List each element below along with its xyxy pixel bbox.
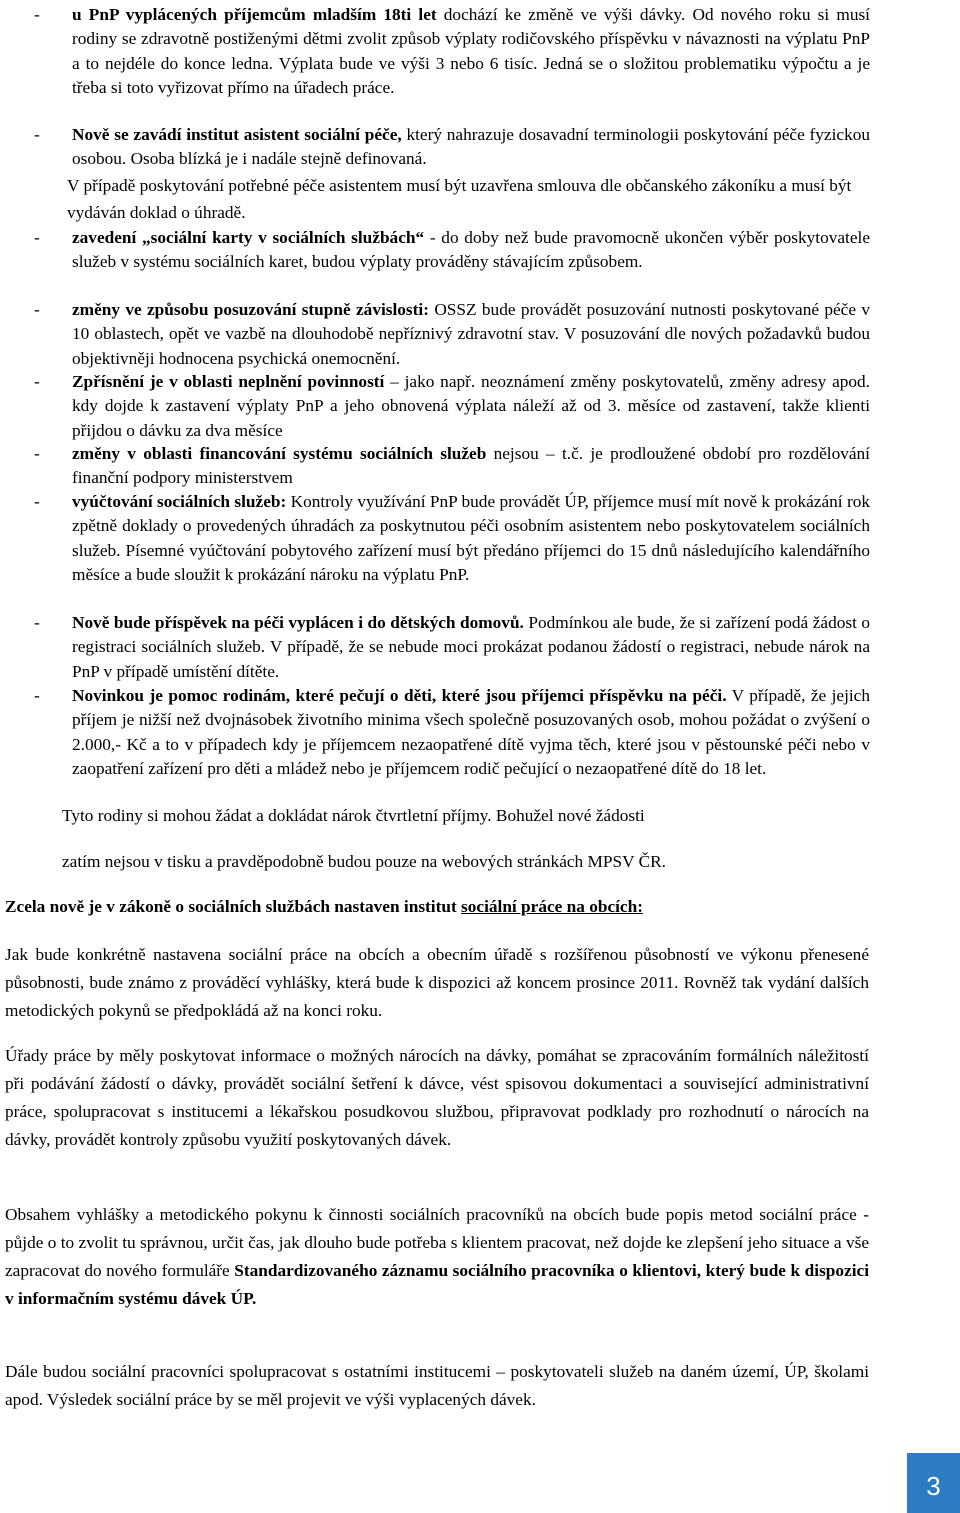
item-bold: změny ve způsobu posuzování stupně závislosti: xyxy=(72,300,429,319)
item-bold: Zpřísnění je v oblasti neplnění povinností xyxy=(72,372,385,391)
item-text: Kontroly využívání PnP bude provádět ÚP, příjemce musí mít nově k prokázání rok zpětně doklady o provedených úhradách za poskytnutou péči osobním asistentem nebo poskytovatelem sociálních služeb. Písemné vyúčtování pobytového zařízení musí být předáno příjemci do 15 dnů následujícího kalendářního měsíce a bude sloužit k prokázání nároku na výplatu PnP. xyxy=(72,492,870,585)
item-bold: vyúčtování sociálních služeb: xyxy=(72,492,287,511)
item-text: Podmínkou ale bude, že si zařízení podá žádost o registraci sociálních služeb. V případě, že se nebude moci prokázat podanou žádostí o registraci, nebude nárok na PnP v případě umístění dítěte. xyxy=(72,613,871,681)
item-bold: Nově se zavádí institut asistent sociální péče, xyxy=(72,125,402,144)
note-line: Tyto rodiny si mohou žádat a dokládat nárok čtvrtletní příjmy. Bohužel nové žádosti xyxy=(62,806,645,825)
item-bold: Nově bude příspěvek na péči vyplácen i do dětských domovů. xyxy=(72,613,524,632)
note-line: zatím nejsou v tisku a pravděpodobně budou pouze na webových stránkách MPSV ČR. xyxy=(62,852,666,871)
paragraph: Úřady práce by měly poskytovat informace o možných nárocích na dávky, pomáhat se zpracováním formálních náležitostí při podávání žádostí o dávky, provádět sociální šetření k dávce, vést spisovou dokumentaci a související administrativní práce, spolupracovat s institucemi a lékařskou posudkovou službou, připravovat podklady pro rozhodnutí o nárocích na dávky, provádět kontroly způsobu využití poskytovaných dávek. xyxy=(5,1046,869,1149)
page-number: 3 xyxy=(926,1471,941,1501)
list-item: - Nově se zavádí institut asistent sociální péče, který nahrazuje dosavadní terminologii poskytování péče fyzickou osobou. Osoba blízká je i nadále stejně definovaná. V případě poskytování potřebné péče asistentem musí být uzavřena smlouva dle občanského zákoníku a musí být vydáván doklad o úhradě. xyxy=(36,123,870,226)
item-text: dochází ke změně ve výši dávky. Od nového roku si musí rodiny se zdravotně postiženými dětmi zvolit způsob výplaty rodičovského příspěvku v návaznosti na výplatu PnP a to nejdéle do konce ledna. Výplata bude ve výši 3 nebo 6 tisíc. Jedná se o složitou problematiku výpočtu a je třeba si toto vyřizovat přímo na úřadech práce. xyxy=(72,5,870,98)
item-text: OSSZ bude provádět posuzování nutnosti poskytované péče v 10 oblastech, opět ve vazbě na dlouhodobě nepříznivý zdravotní stav. V posuzování dle nových požadavků budou objektivněji hodnocena psychická onemocnění. xyxy=(72,300,870,368)
item-text: - do doby než bude pravomocně ukončen výběr poskytovatele služeb v systému sociálních karet, budou výplaty prováděny stávajícím způsobem. xyxy=(72,228,870,272)
item-text: který nahrazuje dosavadní terminologii poskytování péče fyzickou osobou. Osoba blízká je i nadále stejně definovaná. xyxy=(72,125,870,169)
item-extra: V případě poskytování potřebné péče asistentem musí být uzavřena smlouva dle občanského zákoníku a musí být vydáván doklad o úhradě. xyxy=(67,175,852,222)
item-bold: změny v oblasti financování systému sociálních služeb xyxy=(72,444,487,463)
section-heading: Zcela nově je v zákoně o sociálních službách nastaven institut sociální práce na obcích: xyxy=(5,897,643,916)
list-item: - vyúčtování sociálních služeb: Kontroly využívání PnP bude provádět ÚP, příjemce musí mít nově k prokázání rok zpětně doklady o provedených úhradách za poskytnutou péči osobním asistentem nebo poskytovatelem sociálních služeb. Písemné vyúčtování pobytového zařízení musí být předáno příjemci do 15 dnů následujícího kalendářního měsíce a bude sloužit k prokázání nároku na výplatu PnP. xyxy=(34,492,870,585)
paragraph: Jak bude konkrétně nastavena sociální práce na obcích a obecním úřadě s rozšířenou působností ve výkonu přenesené působnosti, bude známo z prováděcí vyhlášky, která bude k dispozici až koncem prosince 2011. Rovněž tak vydání dalších metodických pokynů se předpokládá až na konci roku. xyxy=(5,945,869,1020)
item-text: nejsou – t.č. je prodloužené období pro rozdělování finanční podpory ministerstvem xyxy=(72,444,870,488)
paragraph: Obsahem vyhlášky a metodického pokynu k činnosti sociálních pracovníků na obcích bude popis metod sociální práce - půjde o to zvolit tu správnou, určit čas, jak dlouho bude potřeba s klientem pracovat, než dojde ke zlepšení jeho situace a vše zapracovat do nového formuláře Standardizovaného záznamu sociálního pracovníka o klientovi, který bude k dispozici v informačním systému dávek ÚP. xyxy=(5,1205,869,1308)
list-item: - Nově bude příspěvek na péči vyplácen i do dětských domovů. Podmínkou ale bude, že si zařízení podá žádost o registraci sociálních služeb. V případě, že se nebude moci prokázat podanou žádostí o registraci, nebude nárok na PnP v případě umístění dítěte. xyxy=(34,613,871,681)
list-item: - u PnP vyplácených příjemcům mladším 18ti let dochází ke změně ve výši dávky. Od nového roku si musí rodiny se zdravotně postiženými dětmi zvolit způsob výplaty rodičovského příspěvku v návaznosti na výplatu PnP a to nejdéle do konce ledna. Výplata bude ve výši 3 nebo 6 tisíc. Jedná se o složitou problematiku výpočtu a je třeba si toto vyřizovat přímo na úřadech práce. xyxy=(34,5,870,98)
page-number-box xyxy=(907,1453,960,1513)
paragraph: Dále budou sociální pracovníci spolupracovat s ostatními institucemi – poskytovateli služeb na daném území, ÚP, školami apod. Výsledek sociální práce by se měl projevit ve výši vyplacených dávek. xyxy=(5,1362,869,1409)
item-text: – jako např. neoznámení změny poskytovatelů, změny adresy apod. kdy dojde k zastavení výplaty PnP a jeho obnovená výplata náleží až od 3. měsíce od zastavení, takže klienti přijdou o dávku za dva měsíce xyxy=(72,372,870,440)
list-item: - zavedení „sociální karty v sociálních službách“ - do doby než bude pravomocně ukončen výběr poskytovatele služeb v systému sociálních karet, budou výplaty prováděny stávajícím způsobem. xyxy=(34,228,870,272)
item-bold: u PnP vyplácených příjemcům mladším 18ti let xyxy=(72,5,437,24)
item-bold: Novinkou je pomoc rodinám, které pečují o děti, které jsou příjemci příspěvku na péči. xyxy=(72,686,727,705)
item-bold: zavedení „sociální karty v sociálních službách“ xyxy=(72,228,425,247)
list-item: - Zpřísnění je v oblasti neplnění povinností – jako např. neoznámení změny poskytovatelů, změny adresy apod. kdy dojde k zastavení výplaty PnP a jeho obnovená výplata náleží až od 3. měsíce od zastavení, takže klienti přijdou o dávku za dva měsíce xyxy=(34,372,870,440)
item-text: V případě, že jejich příjem je nižší než dvojnásobek životního minima všech společně posuzovaných osob, mohou požádat o zvýšení o 2.000,- Kč a to v případech kdy je příjemcem nezaopatřené dítě vyjma těch, které jsou v pěstounské péči nebo v zaopatření zařízení pro děti a mládež nebo je příjemcem rodič pečující o nezaopatřené dítě do 18 let. xyxy=(72,686,870,779)
list-item: - změny v oblasti financování systému sociálních služeb nejsou – t.č. je prodloužené období pro rozdělování finanční podpory ministerstvem xyxy=(34,444,870,488)
list-item: - Novinkou je pomoc rodinám, které pečují o děti, které jsou příjemci příspěvku na péči. V případě, že jejich příjem je nižší než dvojnásobek životního minima všech společně posuzovaných osob, mohou požádat o zvýšení o 2.000,- Kč a to v případech kdy je příjemcem nezaopatřené dítě vyjma těch, které jsou v pěstounské péči nebo v zaopatření zařízení pro děti a mládež nebo je příjemcem rodič pečující o nezaopatřené dítě do 18 let. xyxy=(34,686,870,779)
list-item: - změny ve způsobu posuzování stupně závislosti: OSSZ bude provádět posuzování nutnosti poskytované péče v 10 oblastech, opět ve vazbě na dlouhodobě nepříznivý zdravotní stav. V posuzování dle nových požadavků budou objektivněji hodnocena psychická onemocnění. xyxy=(34,300,870,368)
